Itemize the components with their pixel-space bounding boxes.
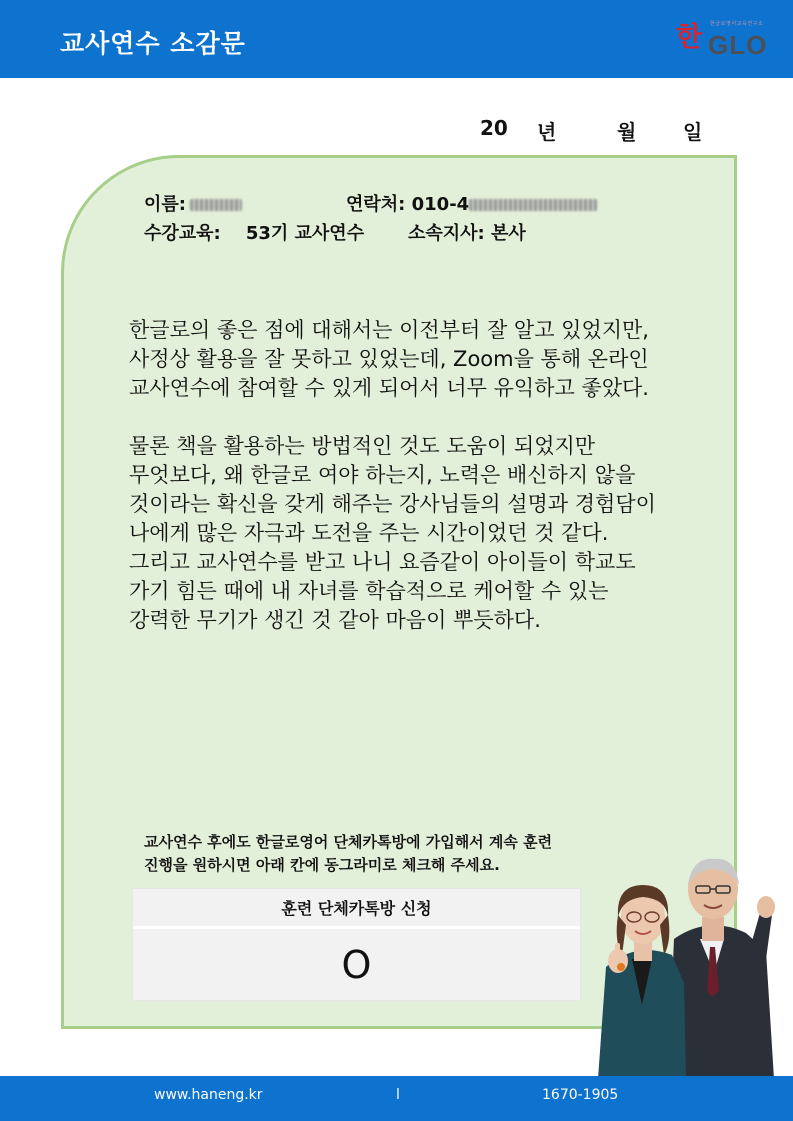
page-title: 교사연수 소감문 (60, 29, 246, 58)
name-field (144, 190, 242, 216)
logo-tagline: 한글로영어교육연구소 (710, 21, 764, 27)
footer-separator: l (396, 1087, 400, 1103)
contact-field (346, 190, 597, 216)
redacted-name (190, 199, 242, 211)
essay-paragraph-2: 물론 책을 활용하는 방법적인 것도 도움이 되었지만 무엇보다, 왜 한글로 여야 하는지, 노력은 배신하지 않을 것이라는 확신을 갖게 해주는 강사님들의 설명과 경험담이 나에게 많은 자극과 도전을 주는 시간이었던 것 같다. 그리고 교사연수를 받고 나니 요즘같이 아이들이 학교도 가기 힘든 때에 내 자녀를 학습적으로 케어할 수 있는 강력한 무기가 생긴 것 같아 마음이 뿌듯하다. (129, 434, 656, 632)
apply-check-mark[interactable]: O (341, 942, 372, 987)
apply-table-header: 훈련 단체카톡방 신청 (133, 889, 580, 929)
course-label: 수강교육: (144, 223, 221, 244)
contact-label: 연락처: 010-4 (346, 194, 470, 215)
branch-value: 본사 (491, 223, 526, 244)
date-month-label: 월 (617, 120, 637, 144)
date-day-label: 일 (683, 120, 703, 144)
footer-phone-number: 1670-1905 (542, 1087, 619, 1103)
essay-paragraph-1: 한글로의 좋은 점에 대해서는 이전부터 잘 알고 있었지만, 사정상 활용을 잘 못하고 있었는데, Zoom을 통해 온라인 교사연수에 참여할 수 있게 되어서 너무 유익하고 좋았다. (129, 318, 649, 400)
branch-label: 소속지사: (408, 223, 485, 244)
date-year-label: 년 (537, 120, 557, 144)
date-line (0, 116, 793, 146)
course-value: 53기 교사연수 (245, 223, 365, 244)
header-bar (0, 0, 793, 78)
logo-han-mark: 한 (676, 22, 703, 53)
instructors-photo (596, 855, 778, 1079)
footer-website-link[interactable]: www.haneng.kr (154, 1087, 263, 1103)
footer-bar (0, 1076, 793, 1121)
hanglo-logo (676, 18, 776, 62)
kakao-notice: 교사연수 후에도 한글로영어 단체카톡방에 가입해서 계속 훈련 진행을 원하시면 아래 칸에 동그라미로 체크해 주세요. (144, 833, 553, 874)
date-year-prefix: 20 (480, 116, 508, 140)
kakao-apply-table (132, 888, 581, 1001)
logo-glo-text: GLO (708, 30, 768, 60)
redacted-phone (469, 199, 597, 211)
name-label: 이름: (144, 194, 186, 215)
essay-body (129, 316, 689, 635)
branch-field (408, 219, 526, 245)
course-field (144, 219, 364, 245)
